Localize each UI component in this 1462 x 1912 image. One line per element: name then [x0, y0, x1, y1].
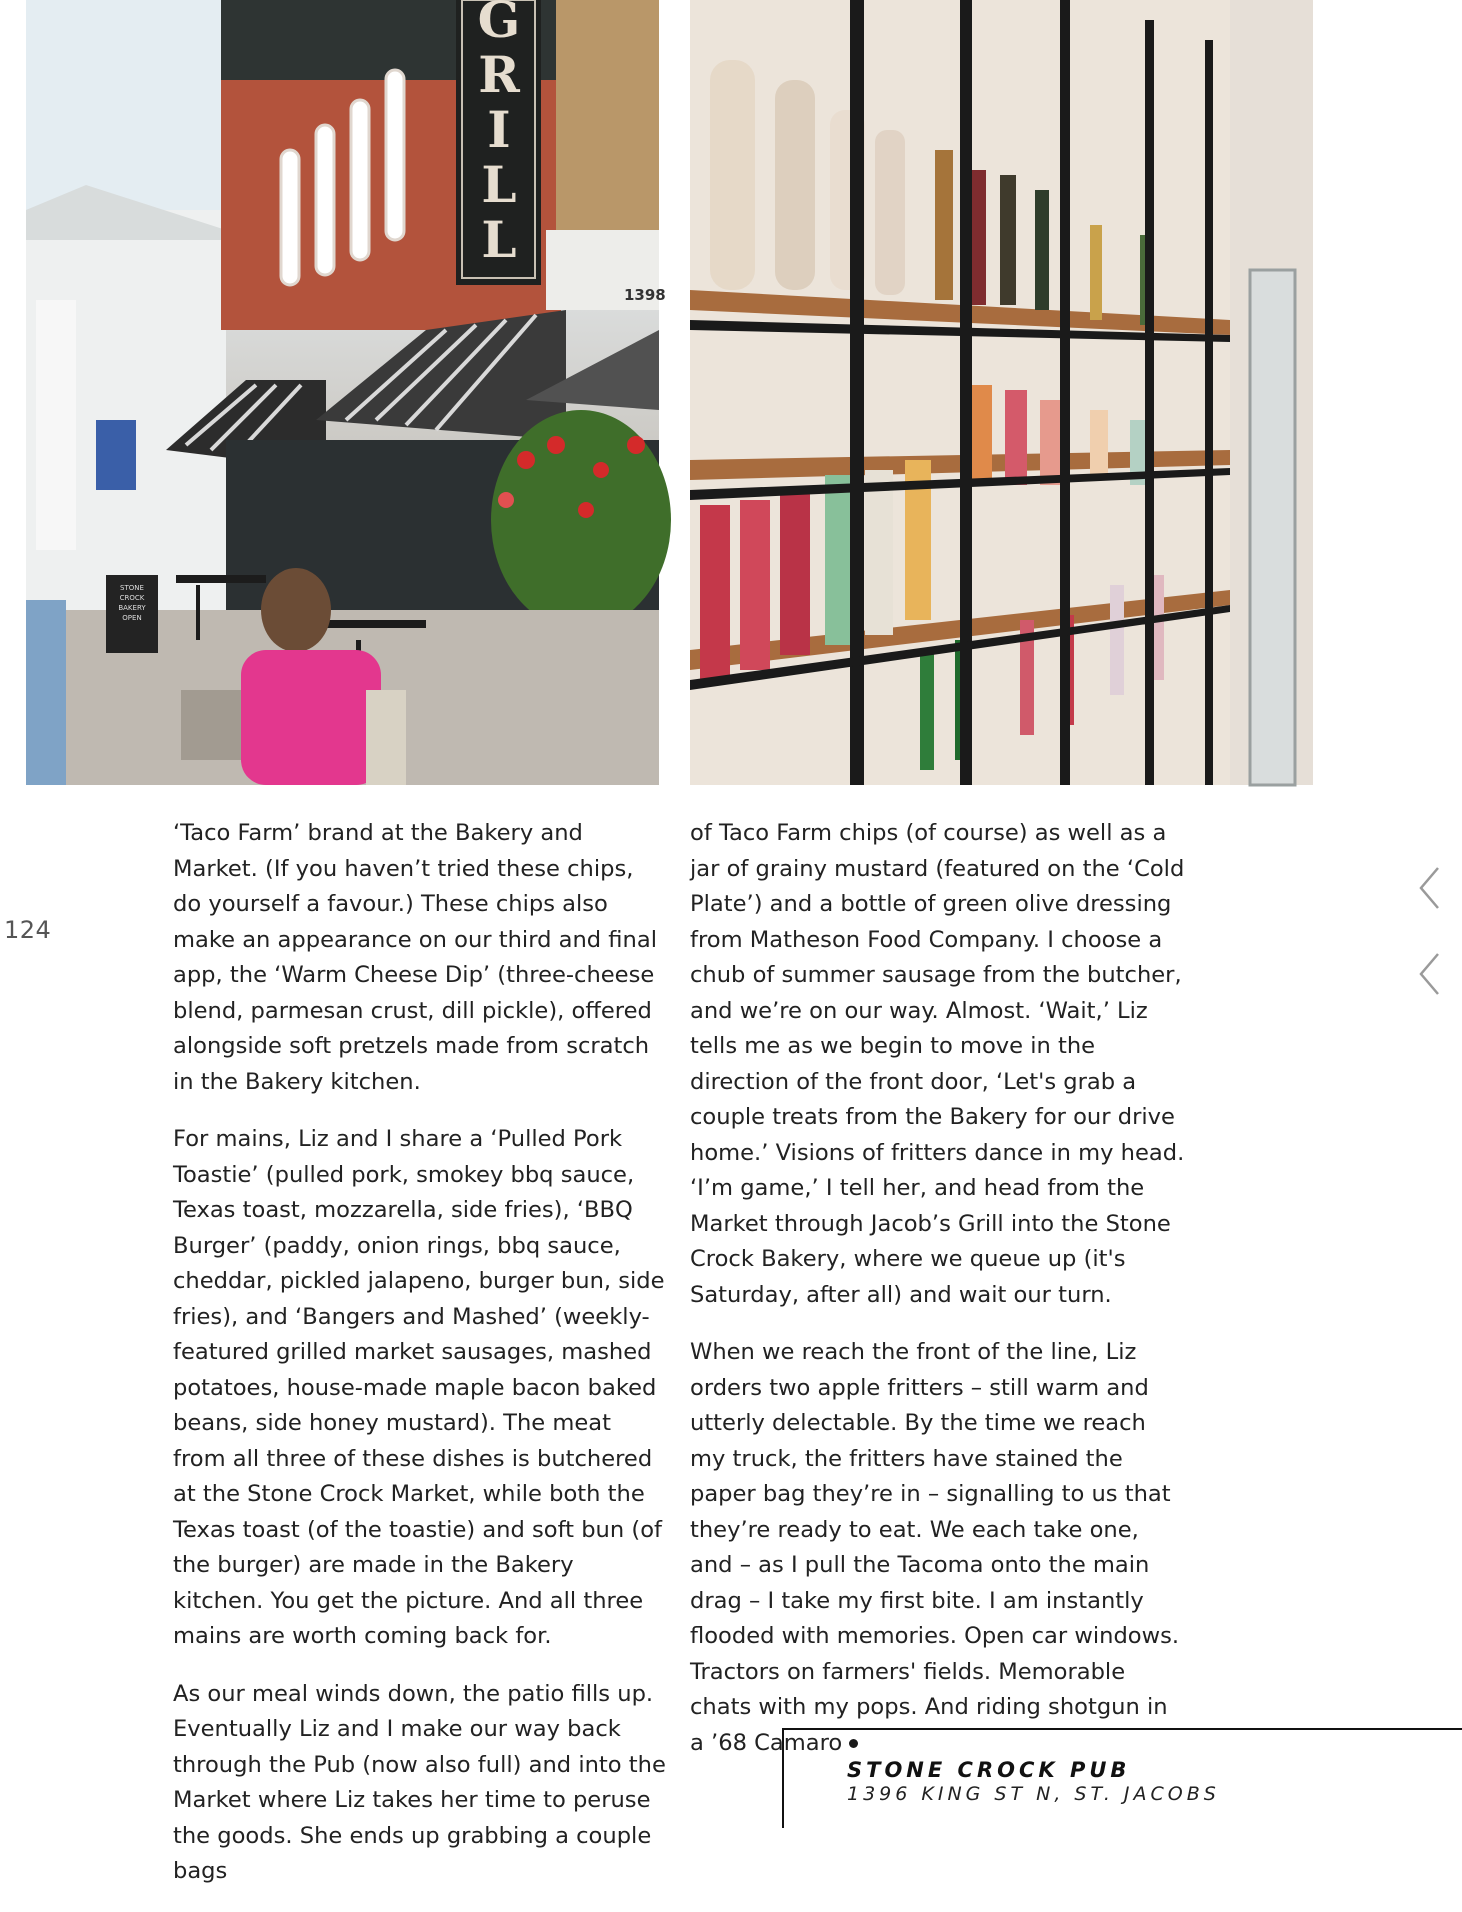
grill-sign-letter: R [478, 45, 520, 104]
grill-sign-letter: I [487, 100, 511, 159]
building-address-number: 1398 [624, 286, 666, 304]
chalkboard-line: STONE CROCK [119, 584, 145, 602]
chevron-left-icon [1418, 952, 1440, 996]
venue-info-box [782, 1728, 1462, 1828]
previous-page-button[interactable] [1418, 866, 1440, 910]
grill-sign-letter: G [477, 0, 521, 49]
paragraph-final [690, 1335, 1185, 1761]
paragraph-text: When we reach the front of the line, Liz orders two apple fritters – still warm and utterly delectable. By the time we reach my truck, the fritters have stained the paper bag they’re in – signalling to us that they’re ready to eat. We each take one, and – as I pull the Tacoma onto the main drag – I take my first bite. I am instantly flooded with memories. Open car windows. Tractors on farmers' fields. Memorable chats with my pops. And riding shotgun in a ’68 Camaro [690, 1339, 1180, 1756]
article-column-left [173, 816, 668, 1912]
paragraph: ‘Taco Farm’ brand at the Bakery and Market. (If you haven’t tried these chips, do yourself a favour.) These chips also make an appearance on our third and final app, the ‘Warm Cheese Dip’ (three-cheese blend, parmesan crust, dill pickle), offered alongside soft pretzels made from scratch in the Bakery kitchen. [173, 820, 657, 1095]
shelves-photo [690, 0, 1313, 785]
chalkboard-line: OPEN [122, 614, 142, 622]
chevron-left-icon [1418, 866, 1440, 910]
next-page-button[interactable] [1418, 952, 1440, 996]
venue-address: 1396 KING ST N, ST. JACOBS [847, 1783, 1220, 1805]
shelves-photo-illustration [690, 0, 1313, 785]
page-number: 124 [4, 916, 52, 944]
venue-name: STONE CROCK PUB [847, 1758, 1131, 1782]
paragraph: of Taco Farm chips (of course) as well as a jar of grainy mustard (featured on the ‘Cold Plate’) and a bottle of green olive dressing from Matheson Food Company. I choose a chub of summer sausage from the butcher, and we’re on our way. Almost. ‘Wait,’ Liz tells me as we begin to move in the direction of the front door, ‘Let's grab a couple treats from the Bakery for our drive home.’ Visions of fritters dance in my head. ‘I’m game,’ I tell her, and head from the Market through Jacob’s Grill into the Stone Crock Bakery, where we queue up (it's Saturday, after all) and wait our turn. [690, 820, 1185, 1308]
street-photo [26, 0, 666, 785]
chalkboard-line: BAKERY [118, 604, 146, 612]
street-photo-illustration [26, 0, 659, 785]
paragraph: For mains, Liz and I share a ‘Pulled Pork Toastie’ (pulled pork, smokey bbq sauce, Texas toast, mozzarella, side fries), ‘BBQ Burger’ (paddy, onion rings, bbq sauce, cheddar, pickled jalapeno, burger bun, side fries), and ‘Bangers and Mashed’ (weekly-featured grilled market sausages, mashed potatoes, house-made maple bacon baked beans, side honey mustard). The meat from all three of these dishes is butchered at the Stone Crock Market, while both the Texas toast (of the toastie) and soft bun (of the burger) are made in the Bakery kitchen. You get the picture. And all three mains are worth coming back for. [173, 1126, 665, 1649]
paragraph: As our meal winds down, the patio fills up. Eventually Liz and I make our way back through the Pub (now also full) and into the Market where Liz takes her time to peruse the goods. She ends up grabbing a couple bags [173, 1680, 666, 1884]
article-column-right [690, 816, 1185, 1783]
grill-sign-letter: L [481, 155, 517, 214]
grill-sign-letter: L [481, 210, 517, 269]
grill-sign [466, 0, 532, 267]
chalkboard-sign [108, 583, 156, 623]
